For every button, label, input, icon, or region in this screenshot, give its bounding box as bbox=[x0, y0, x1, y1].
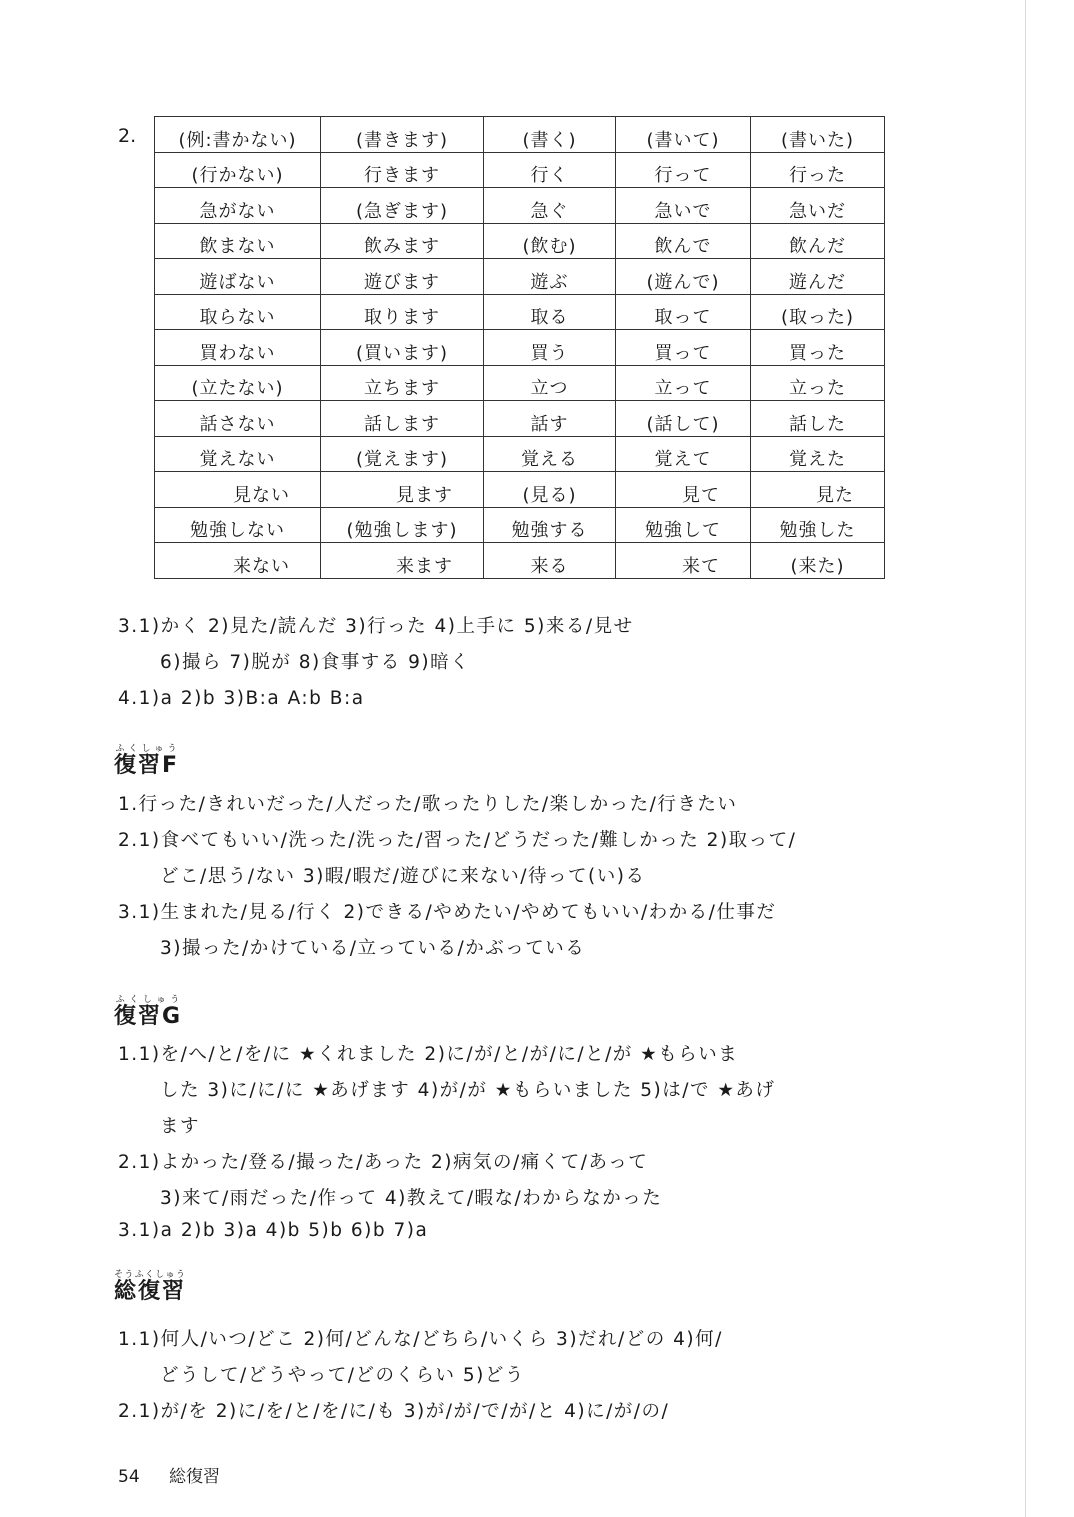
table-cell: (行かない) bbox=[155, 152, 321, 188]
answer-line: 2.1)が/を 2)に/を/と/を/に/も 3)が/が/で/が/と 4)に/が/の/ bbox=[118, 1401, 670, 1422]
footer-section-title: 総復習 bbox=[169, 1467, 221, 1487]
table-cell: 買って bbox=[616, 330, 751, 366]
answer-line: 3)来て/雨だった/作って 4)教えて/暇な/わからなかった bbox=[160, 1188, 663, 1209]
table-cell: 立つ bbox=[484, 365, 616, 401]
answer-line: 3.1)かく 2)見た/読んだ 3)行った 4)上手に 5)来る/見せ bbox=[118, 616, 634, 637]
table-cell: (書いた) bbox=[751, 117, 885, 153]
answer-line: 2.1)食べてもいい/洗った/洗った/習った/どうだった/難しかった 2)取って/ bbox=[118, 830, 797, 851]
table-cell: 遊ぶ bbox=[484, 259, 616, 295]
table-row bbox=[155, 330, 885, 366]
table-cell: (買います) bbox=[321, 330, 484, 366]
table-cell: 飲んだ bbox=[751, 223, 885, 259]
table-cell: 飲みます bbox=[321, 223, 484, 259]
table-cell: 行って bbox=[616, 152, 751, 188]
table-cell: 覚えない bbox=[155, 436, 321, 472]
table-cell: 来て bbox=[616, 543, 751, 579]
answer-line: 6)撮ら 7)脱が 8)食事する 9)暗く bbox=[160, 652, 471, 673]
table-cell: (話して) bbox=[616, 401, 751, 437]
table-row bbox=[155, 543, 885, 579]
table-row bbox=[155, 117, 885, 153]
table-cell: 見た bbox=[751, 472, 885, 508]
table-cell: 話した bbox=[751, 401, 885, 437]
table-cell: 立ちます bbox=[321, 365, 484, 401]
review-g-answers bbox=[118, 1040, 974, 1256]
table-row bbox=[155, 294, 885, 330]
table-cell: 行った bbox=[751, 152, 885, 188]
table-cell: 買う bbox=[484, 330, 616, 366]
heading-furigana: ふくしゅう bbox=[114, 995, 183, 1005]
heading-title: 復習G bbox=[114, 1004, 183, 1029]
table-row bbox=[155, 436, 885, 472]
answer-line: 2.1)よかった/登る/撮った/あった 2)病気の/痛くて/あって bbox=[118, 1152, 649, 1173]
table-cell: 覚える bbox=[484, 436, 616, 472]
page-number: 54 bbox=[118, 1467, 140, 1487]
table-cell: 勉強した bbox=[751, 507, 885, 543]
table-cell: (来た) bbox=[751, 543, 885, 579]
question-2-label: 2. bbox=[118, 125, 137, 147]
section-heading-review-f bbox=[114, 744, 179, 779]
table-cell: 勉強しない bbox=[155, 507, 321, 543]
table-cell: 遊びます bbox=[321, 259, 484, 295]
table-cell: (見る) bbox=[484, 472, 616, 508]
table-cell: 見ない bbox=[155, 472, 321, 508]
answer-line: 1.行った/きれいだった/人だった/歌ったりした/楽しかった/行きたい bbox=[118, 794, 738, 815]
table-cell: 遊んだ bbox=[751, 259, 885, 295]
table-cell: 来ます bbox=[321, 543, 484, 579]
table-cell: (勉強します) bbox=[321, 507, 484, 543]
table-cell: 取らない bbox=[155, 294, 321, 330]
answer-line: 1.1)を/へ/と/を/に ★くれました 2)に/が/と/が/に/と/が ★もらいま bbox=[118, 1044, 739, 1065]
table-cell: (覚えます) bbox=[321, 436, 484, 472]
table-cell: 買った bbox=[751, 330, 885, 366]
page-edge bbox=[1025, 0, 1026, 1517]
table-cell: 急いだ bbox=[751, 188, 885, 224]
answer-line: どこ/思う/ない 3)暇/暇だ/遊びに来ない/待って(い)る bbox=[160, 866, 646, 887]
table-row bbox=[155, 365, 885, 401]
table-cell: (立たない) bbox=[155, 365, 321, 401]
table-row bbox=[155, 152, 885, 188]
heading-furigana: そうふくしゅう bbox=[114, 1270, 187, 1280]
table-cell: 行きます bbox=[321, 152, 484, 188]
table-cell: 来る bbox=[484, 543, 616, 579]
review-f-answers bbox=[118, 790, 974, 970]
answer-line: ます bbox=[160, 1116, 201, 1137]
table-cell: 飲んで bbox=[616, 223, 751, 259]
section-heading-general-review bbox=[114, 1270, 186, 1305]
table-cell: 話す bbox=[484, 401, 616, 437]
table-row bbox=[155, 223, 885, 259]
table-row bbox=[155, 259, 885, 295]
table-cell: 急いで bbox=[616, 188, 751, 224]
table-cell: 急ぐ bbox=[484, 188, 616, 224]
table-cell: 話さない bbox=[155, 401, 321, 437]
table-cell: (書きます) bbox=[321, 117, 484, 153]
general-review-answers bbox=[118, 1325, 974, 1433]
table-cell: (急ぎます) bbox=[321, 188, 484, 224]
table-cell: 話します bbox=[321, 401, 484, 437]
table-cell: (例:書かない) bbox=[155, 117, 321, 153]
heading-title: 総復習 bbox=[114, 1279, 187, 1304]
table-cell: (取った) bbox=[751, 294, 885, 330]
table-cell: 飲まない bbox=[155, 223, 321, 259]
answer-line: どうして/どうやって/どのくらい 5)どう bbox=[160, 1365, 525, 1386]
table-row bbox=[155, 472, 885, 508]
table-cell: 来ない bbox=[155, 543, 321, 579]
table-row bbox=[155, 401, 885, 437]
heading-furigana: ふくしゅう bbox=[114, 744, 180, 754]
table-cell: 取ります bbox=[321, 294, 484, 330]
table-row bbox=[155, 188, 885, 224]
question-4-answers bbox=[118, 688, 974, 709]
answer-line: 3)撮った/かけている/立っている/かぶっている bbox=[160, 938, 586, 959]
table-cell: 立って bbox=[616, 365, 751, 401]
answer-line: 3.1)生まれた/見る/行く 2)できる/やめたい/やめてもいい/わかる/仕事だ bbox=[118, 902, 777, 923]
table-cell: 取って bbox=[616, 294, 751, 330]
section-heading-review-g bbox=[114, 995, 182, 1030]
table-cell: 立った bbox=[751, 365, 885, 401]
table-cell: 覚えて bbox=[616, 436, 751, 472]
table-cell: (書いて) bbox=[616, 117, 751, 153]
table-cell: (書く) bbox=[484, 117, 616, 153]
table-cell: 取る bbox=[484, 294, 616, 330]
table-cell: 遊ばない bbox=[155, 259, 321, 295]
page-footer bbox=[118, 1462, 244, 1487]
answer-line: 1.1)何人/いつ/どこ 2)何/どんな/どちら/いくら 3)だれ/どの 4)何/ bbox=[118, 1329, 723, 1350]
table-cell: 急がない bbox=[155, 188, 321, 224]
answer-line: 3.1)a 2)b 3)a 4)b 5)b 6)b 7)a bbox=[118, 1220, 429, 1241]
table-cell: 勉強して bbox=[616, 507, 751, 543]
table-cell: (遊んで) bbox=[616, 259, 751, 295]
question-3-answers bbox=[118, 612, 974, 684]
table-cell: 行く bbox=[484, 152, 616, 188]
table-cell: (飲む) bbox=[484, 223, 616, 259]
table-cell: 見ます bbox=[321, 472, 484, 508]
verb-conjugation-table bbox=[154, 116, 885, 579]
answer-line: 4.1)a 2)b 3)B:a A:b B:a bbox=[118, 688, 365, 709]
table-cell: 覚えた bbox=[751, 436, 885, 472]
table-cell: 見て bbox=[616, 472, 751, 508]
answer-line: した 3)に/に/に ★あげます 4)が/が ★もらいました 5)は/で ★あげ bbox=[160, 1080, 776, 1101]
heading-title: 復習F bbox=[114, 753, 180, 778]
table-cell: 勉強する bbox=[484, 507, 616, 543]
table-cell: 買わない bbox=[155, 330, 321, 366]
table-row bbox=[155, 507, 885, 543]
